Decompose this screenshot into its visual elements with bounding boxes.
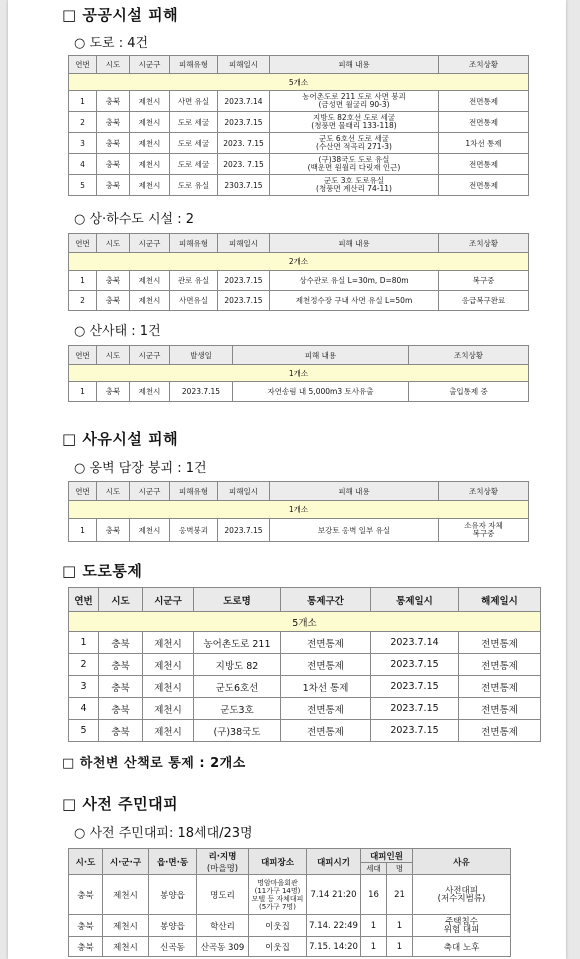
table-row: 충북 제천시 신곡동 산곡동 309 이웃집 7.15. 14:20 1 1 축대 노후	[69, 937, 511, 957]
table-row: 충북 제천시 봉양읍 명도리 명암마을회관 (11가구 14명) 모텔 등 자체대피 (5가구 7명) 7.14 21:20 16 21 사전대피 (저수지범류)	[69, 875, 511, 915]
table-row: 5 충북 제천시 (구)38국도 전면통제 2023.7.15 전면통제	[69, 720, 541, 742]
table-row: 1 충북 제천시 2023.7.15 자연송림 내 5,000m3 토사유출 출입통제 중	[69, 382, 529, 402]
table-header-row: 연번 시도 시군구 피해유형 피해일시 피해 내용 조치상황	[69, 56, 529, 74]
table-row: 2 충북 제천시 사면유실 2023.7.15 제천정수장 구내 사면 유실 L=50m 응급복구완료	[69, 291, 529, 311]
landslide-heading: ○ 산사태 : 1건	[74, 324, 161, 339]
road-control-title: □ 도로통제	[62, 562, 143, 580]
table-row: 4 충북 제천시 군도3호 전면통제 2023.7.15 전면통제	[69, 698, 541, 720]
table-header-row: 시·도 시·군·구 읍·면·동 리·지명 (마을명) 대피장소 대피시기 대피인원 사유	[69, 849, 511, 863]
riverside-trail-title: □ 하천변 산책로 통제 : 2개소	[62, 756, 246, 771]
table-row: 3 충북 제천시 도로 세굴 2023. 7.15 군도 6호선 도로 세굴 (수산면 적곡리 271-3) 1차선 통제	[69, 133, 529, 154]
subtotal-row: 5개소	[69, 612, 541, 632]
table-header-row: 연번 시도 시군구 도로명 통제구간 통제일시 해제일시	[69, 588, 541, 612]
landslide-table	[68, 345, 529, 402]
table-row: 3 충북 제천시 군도6호선 1차선 통제 2023.7.15 전면통제	[69, 676, 541, 698]
table-header-row: 연번 시도 시군구 피해유형 피해일시 피해 내용 조치상황	[69, 482, 529, 501]
document-page	[8, 0, 566, 959]
table-row: 충북 제천시 봉양읍 학산리 이웃집 7.14. 22:49 1 1 주택침수 위험 대피	[69, 915, 511, 937]
table-header-row: 연번 시도 시군구 피해유형 피해일시 피해 내용 조치상황	[69, 234, 529, 253]
road-damage-table	[68, 55, 529, 196]
table-row: 2 충북 제천시 도로 세굴 2023.7.15 지방도 82호선 도로 세굴 (청풍면 물태리 133-118) 전면통제	[69, 112, 529, 133]
road-damage-heading: ○ 도로 : 4건	[74, 36, 149, 51]
sewer-damage-heading: ○ 상·하수도 시설 : 2	[74, 212, 195, 227]
sewer-damage-table	[68, 233, 529, 311]
table-header-row: 연번 시도 시군구 발생일 피해 내용 조치상황	[69, 346, 529, 365]
road-control-table	[68, 587, 541, 742]
subtotal-row: 2개소	[69, 253, 529, 271]
table-row: 1 충북 제천시 관로 유실 2023.7.15 상수관로 유실 L=30m, D=80m 복구중	[69, 271, 529, 291]
evacuation-table: 시·도 시·군·구 읍·면·동 리·지명 (마을명) 대피장소 대피시기 대피인원 사유 세대 명 충북 제천시 봉양읍 명도리 명암마을회관 (11가구 14명) 모텔 등 자체대피 (5가구 7명) 7.14 21:20 16 21 사전대피 (저수지범류) 충북 제천시 봉양읍 학산리 이웃집 7.14. 22:49 1 1 주택침수 위험 대피 충북 제천시 신곡동 산곡동 309 이웃집 7.15. 14:20 1 1 축대 노후	[68, 848, 511, 957]
table-row: 4 충북 제천시 도로 세굴 2023. 7.15 (구)38국도 도로 유실 (백운면 원월리 다릿재 인근) 전면통제	[69, 154, 529, 175]
retaining-wall-table	[68, 481, 529, 542]
table-row: 2 충북 제천시 지방도 82 전면통제 2023.7.15 전면통제	[69, 654, 541, 676]
retaining-wall-heading: ○ 옹벽 담장 붕괴 : 1건	[74, 461, 207, 476]
subtotal-row: 1개소	[69, 365, 529, 382]
evacuation-title: □ 사전 주민대피	[62, 795, 179, 813]
public-facilities-title: □ 공공시설 피해	[62, 6, 179, 24]
table-row: 5 충북 제천시 도로 유실 2303.7.15 군도 3호 도로유실 (청풍면 계산리 74-11) 전면통제	[69, 175, 529, 196]
table-row: 1 충북 제천시 옹벽붕괴 2023.7.15 보강토 옹벽 일부 유실 소유자 자체 복구중	[69, 519, 529, 542]
private-facilities-title: □ 사유시설 피해	[62, 430, 179, 448]
subtotal-row: 1개소	[69, 501, 529, 519]
evacuation-heading: ○ 사전 주민대피: 18세대/23명	[74, 826, 253, 841]
table-row: 1 충북 제천시 사면 유실 2023.7.14 농어촌도로 211 도로 사면 붕괴 (금성면 월굴리 90-3) 전면통제	[69, 91, 529, 112]
table-row: 1 충북 제천시 농어촌도로 211 전면통제 2023.7.14 전면통제	[69, 632, 541, 654]
subtotal-row: 5개소	[69, 74, 529, 91]
